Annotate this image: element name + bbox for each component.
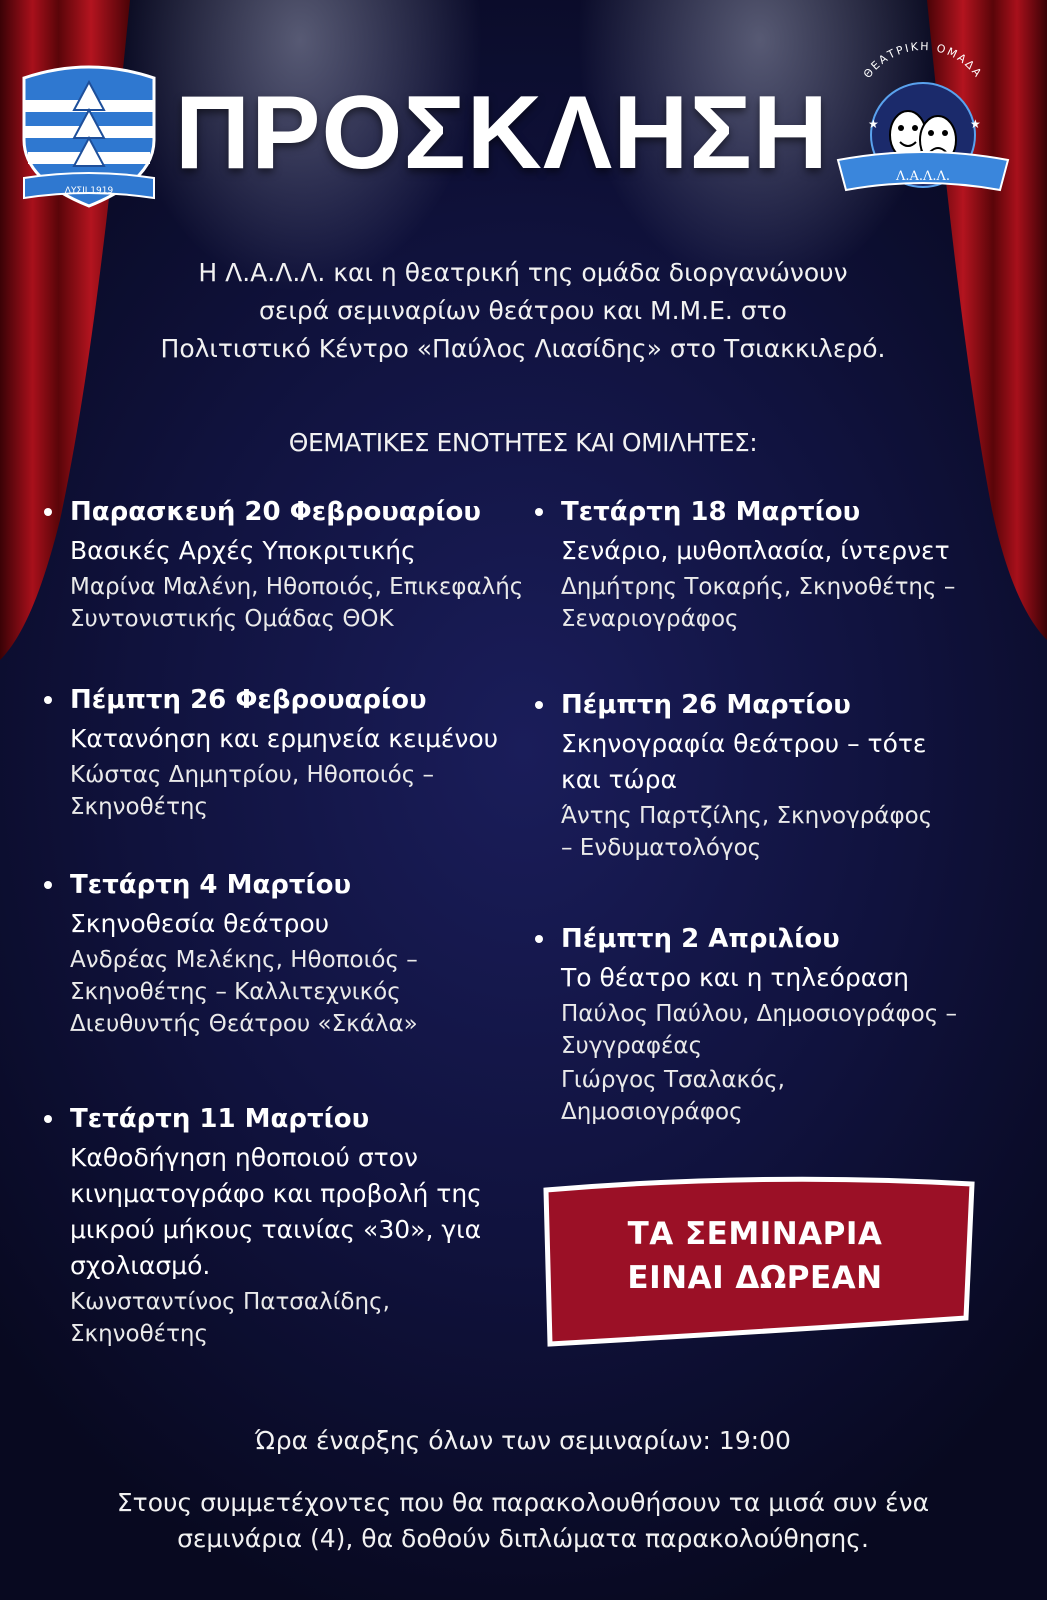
star-icon: ★ (970, 117, 981, 131)
intro-line: Η Λ.Α.Λ.Λ. και η θεατρική της ομάδα διοργανώνουν (198, 258, 848, 287)
shield-banner-text: ΛΥΣΙΙ 1919 (64, 186, 114, 196)
certificate-line: Στους συμμετέχοντες που θα παρακολουθήσουν τα μισά συν ένα (116, 1488, 930, 1517)
session-speaker: Κωνσταντίνος Πατσαλίδης, Σκηνοθέτης (70, 1289, 390, 1347)
certificate-note (70, 1485, 976, 1557)
svg-text:ΘΕΑΤΡΙΚΗ ΟΜΑΔΑ (861, 40, 985, 81)
session-speaker: Δημήτρης Τοκαρής, Σκηνοθέτης – Σεναριογράφος (561, 574, 956, 632)
session-speaker: Γιώργος Τσαλακός, Δημοσιογράφος (561, 1067, 785, 1125)
intro-line: σειρά σεμιναρίων θεάτρου και Μ.Μ.Ε. στο (259, 296, 787, 325)
session-item (561, 688, 951, 864)
session-topic: Σενάριο, μυθοπλασία, ίντερνετ (561, 536, 950, 565)
session-date: Πέμπτη 26 Μαρτίου (561, 688, 951, 722)
session-topic: Σκηνοθεσία θεάτρου (70, 909, 330, 938)
session-item (70, 683, 520, 823)
session-topic: Το θέατρο και η τηλεόραση (561, 963, 909, 992)
section-heading: ΘΕΜΑΤΙΚΕΣ ΕΝΟΤΗΤΕΣ ΚΑΙ ΟΜΙΛΗΤΕΣ: (288, 428, 758, 457)
theatre-group-logo (828, 40, 1018, 210)
session-item (70, 868, 470, 1040)
session-topic: Βασικές Αρχές Υποκριτικής (70, 536, 416, 565)
intro-line: Πολιτιστικό Κέντρο «Παύλος Λιασίδης» στο Τσιακκιλερό. (160, 334, 886, 363)
lall-shield-logo (14, 60, 164, 210)
session-speaker: Κώστας Δημητρίου, Ηθοποιός – Σκηνοθέτης (70, 762, 435, 820)
star-icon: ★ (868, 117, 879, 131)
certificate-line: σεμινάρια (4), θα δοθούν διπλώματα παρακολούθησης. (177, 1524, 869, 1553)
session-speaker: Παύλος Παύλου, Δημοσιογράφος – Συγγραφέας (561, 1001, 958, 1059)
logo-banner-text: Λ.Α.Λ.Λ. (895, 169, 951, 184)
session-topic: Σκηνογραφία θεάτρου – τότε και τώρα (561, 729, 927, 794)
session-date: Παρασκευή 20 Φεβρουαρίου (70, 495, 530, 529)
free-seminars-text (560, 1212, 950, 1300)
session-date: Τετάρτη 18 Μαρτίου (561, 495, 971, 529)
free-line-2: ΕΙΝΑΙ ΔΩΡΕΑΝ (627, 1260, 883, 1296)
session-date: Πέμπτη 2 Απριλίου (561, 922, 961, 956)
session-date: Τετάρτη 4 Μαρτίου (70, 868, 470, 902)
start-time-text: Ώρα έναρξης όλων των σεμιναρίων: 19:00 (255, 1426, 791, 1455)
free-line-1: ΤΑ ΣΕΜΙΝΑΡΙΑ (627, 1216, 883, 1252)
session-speaker: Άντης Παρτζίλης, Σκηνογράφος – Ενδυματολόγος (561, 803, 933, 861)
intro-text (95, 254, 951, 368)
session-speaker: Ανδρέας Μελέκης, Ηθοποιός – Σκηνοθέτης – Καλλιτεχνικός Διευθυντής Θεάτρου «Σκάλα» (70, 947, 418, 1037)
session-topic: Κατανόηση και ερμηνεία κειμένου (70, 724, 499, 753)
session-speaker: Μαρίνα Μαλένη, Ηθοποιός, Επικεφαλής Συντονιστικής Ομάδας ΘΟΚ (70, 574, 524, 632)
page-title: ΠΡΟΣΚΛΗΣΗ (175, 75, 829, 191)
session-date: Πέμπτη 26 Φεβρουαρίου (70, 683, 520, 717)
logo-arc-text: ΘΕΑΤΡΙΚΗ ΟΜΑΔΑ (860, 40, 986, 81)
session-date: Τετάρτη 11 Μαρτίου (70, 1102, 510, 1136)
session-item (70, 495, 530, 635)
session-topic: Καθοδήγηση ηθοποιού στον κινηματογράφο και προβολή της μικρού μήκους ταινίας «30», για σχολιασμό. (70, 1143, 482, 1280)
session-item (70, 1102, 510, 1350)
session-item (561, 495, 971, 635)
session-item (561, 922, 961, 1128)
